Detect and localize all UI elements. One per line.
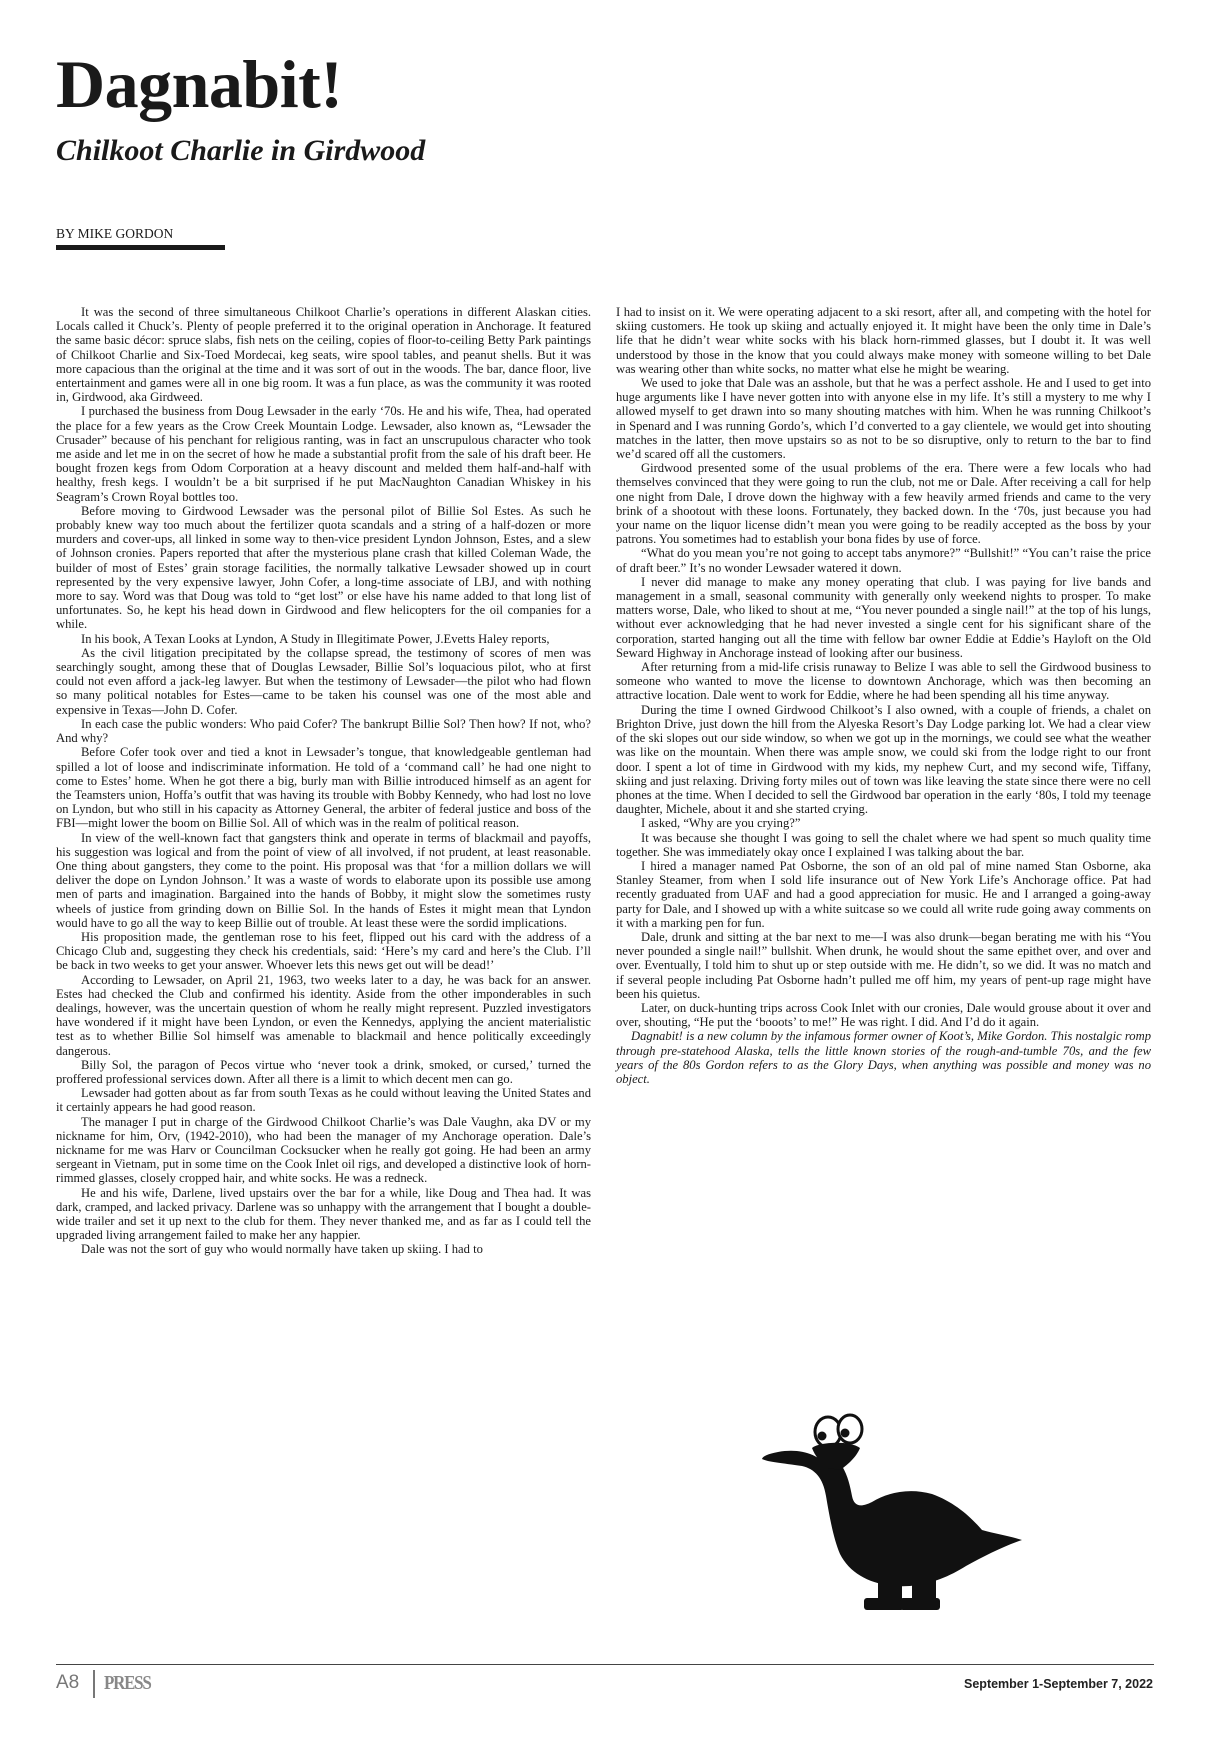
article-column-right (616, 305, 1151, 1086)
article-paragraph: The manager I put in charge of the Girdwood Chilkoot Charlie’s was Dale Vaughn, aka DV or my nickname for him, Orv, (1942-2010), who had been the manager of my Anchorage operation. Dale’s nickname for me was Harv or Councilman Cocksucker when he really got going. He had been an army sergeant in Vietnam, put in some time on the Cook Inlet oil rigs, and developed a distinctive look of horn-rimmed glasses, closely cropped hair, and white socks. He was a redneck. (56, 1114, 591, 1186)
article-paragraph: We used to joke that Dale was an asshole, but that he was a perfect asshole. He and I used to get into huge arguments like I have never gotten into with anyone else in my life. It’s still a mystery to me why I allowed myself to get drawn into so many shouting matches with him. When he was running Chilkoot’s in Spenard and I was running Gordo’s, which I’d converted to a gay clientele, we would get into shouting matches in the latter, then move upstairs so as not to be so disruptive, only to return to the bar to find we’d scared off all the customers. (616, 376, 1151, 462)
article-paragraph: Dale, drunk and sitting at the bar next to me—I was also drunk—began berating me with his “You never pounded a single nail!” bullshit. When drunk, he would shout the same epithet over, and over and over. Eventually, I told him to shut up or step outside with me. He didn’t, so we did. It was no match and if several people including Pat Osborne hadn’t pulled me off him, my years of pent-up rage might have been his quietus. (616, 929, 1151, 1001)
article-paragraph: Later, on duck-hunting trips across Cook Inlet with our cronies, Dale would grouse about it over and over, shouting, “He put the ‘booots’ to me!” He was right. I did. And I’d do it again. (616, 1000, 1151, 1030)
article-paragraph: It was the second of three simultaneous Chilkoot Charlie’s operations in different Alaskan cities. Locals called it Chuck’s. Plenty of people preferred it to the original operation in Anchorage. It featured the same basic décor: spruce slabs, fish nets on the ceiling, copies of floor-to-ceiling Betty Park paintings of Chilkoot Charlie and Six-Toed Mordecai, keg seats, wire spool tables, and peanut shells. But it was more capacious than the original at the time and it was sort of out in the woods. The bar, dance floor, live entertainment and games were all in one big room. It was a fun place, as was the community it was rooted in, Girdwood, aka Girdweed. (56, 305, 591, 405)
page-number: A8 (56, 1672, 80, 1693)
article-paragraph: Lewsader had gotten about as far from south Texas as he could without leaving the United States and it certainly appears he had good reason. (56, 1086, 591, 1115)
article-paragraph: “What do you mean you’re not going to accept tabs anymore?” “Bullshit!” “You can’t raise the price of draft beer.” It’s no wonder Lewsader watered it down. (616, 546, 1151, 575)
article-paragraph: His proposition made, the gentleman rose to his feet, flipped out his card with the address of a Chicago Club and, suggesting they check his credentials, said: ‘Here’s my card and here’s the Club. I’ll be back in two weeks to get your answer. Whoever lets this news get out will be dead!’ (56, 929, 591, 973)
article-paragraph: During the time I owned Girdwood Chilkoot’s I also owned, with a couple of friends, a chalet on Brighton Drive, just down the hill from the Alyeska Resort’s Day Lodge parking lot. We had a clear view of the ski slopes out our side window, so when we got up in the mornings, we could see what the weather was like on the mountain. When there was ample snow, we could ski from the lodge right to our front door. I spent a lot of time in Girdwood with my kids, my nephew Curt, and my second wife, Tiffany, skiing and just relaxing. Driving forty miles out of town was like leaving the state since there were no cell phones at the time. When I decided to sell the Girdwood bar operation in the early ‘80s, I told my teenage daughter, Michele, about it and she started crying. (616, 702, 1151, 817)
cartoon-duck-icon (760, 1408, 1025, 1613)
article-paragraph: After returning from a mid-life crisis runaway to Belize I was able to sell the Girdwood business to someone who wanted to move the license to downtown Anchorage, which was then becoming an attractive location. Dale went to work for Eddie, where he had been spending all his time anyway. (616, 660, 1151, 703)
article-paragraph: According to Lewsader, on April 21, 1963, two weeks later to a day, he was back for an answer. Estes had checked the Club and confirmed his identity. Aside from the other imponderables in such dealings, however, was the uncertain question of whom he really might represent. Puzzled investigators have wondered if it might have been Lyndon, or even the Kennedys, applying the ancient materialistic test as to whether Billie Sol himself was amenable to blackmail and hence politically exceedingly dangerous. (56, 972, 591, 1058)
publication-logo: PRESS (104, 1672, 151, 1694)
article-paragraph: In view of the well-known fact that gangsters think and operate in terms of blackmail and payoffs, his suggestion was logical and from the point of view of all involved, if not prudent, at least reasonable. One thing about gangsters, they come to the point. His proposal was that ‘for a million dollars we will deliver the dope on Lyndon Johnson.’ It was a waste of words to elaborate upon its possible use among men of parts and imagination. Bargained into the hands of Bobby, it might slow the sometimes rusty wheels of justice from grinding down on Billie Sol. In the hands of Estes it might mean that Lyndon would have to go all the way to keep Billie out of trouble. At least these were the sordid implications. (56, 830, 591, 930)
article-paragraph: In his book, A Texan Looks at Lyndon, A Study in Illegitimate Power, J.Evetts Haley reports, (81, 631, 550, 646)
article-paragraph: Before Cofer took over and tied a knot in Lewsader’s tongue, that knowledgeable gentleman had spilled a lot of loose and indiscriminate information. He told of a ‘command call’ he had one night to come to Estes’ home. When he got there a big, burly man with Billie introduced himself as an agent for the Teamsters union, Hoffa’s outfit that was having its trouble with Bobby Kennedy, who had lost no love on Lyndon, but who still in his capacity as Attorney General, the arbiter of federal justice and boss of the FBI—might lower the boom on Billie Sol. All of which was in the realm of political reason. (56, 745, 591, 831)
footer-rule (56, 1664, 1154, 1665)
article-paragraph: As the civil litigation precipitated by the collapse spread, the testimony of scores of men was searchingly sought, among these that of Douglas Lewsader, Billie Sol’s loquacious pilot, who at first could not even afford a jack-leg lawyer. But when the testimony of Lewsader—the pilot who had flown so many political notables for Estes—came to be taken his counsel was one of the most able and expensive in Texas—John D. Cofer. (56, 645, 591, 717)
byline-rule (56, 245, 225, 250)
editor-note: Dagnabit! is a new column by the infamous former owner of Koot’s, Mike Gordon. This nostalgic romp through pre-statehood Alaska, tells the little known stories of the rough-and-tumble 70s, and the few years of the 80s Gordon refers to as the Glory Days, when anything was possible and money was no object. (616, 1029, 1151, 1086)
footer-divider (93, 1670, 95, 1698)
article-column-left (56, 305, 591, 1257)
article-paragraph: I hired a manager named Pat Osborne, the son of an old pal of mine named Stan Osborne, aka Stanley Steamer, from when I sold life insurance out of New York Life’s Anchorage office. Pat had recently graduated from UAF and had a good appreciation for music. He and I arranged a going-away party for Dale, and I showed up with a white suitcase so we could all write rude going away comments on it with a marking pen for fun. (616, 858, 1151, 930)
article-paragraph: Dale was not the sort of guy who would normally have taken up skiing. I had to (81, 1242, 483, 1257)
article-paragraph: It was because she thought I was going to sell the chalet where we had spent so much quality time together. She was immediately okay once I explained I was talking about the bar. (616, 830, 1151, 859)
article-paragraph: I purchased the business from Doug Lewsader in the early ‘70s. He and his wife, Thea, had operated the place for a few years as the Crow Creek Mountain Lodge. Lewsader, also known as, “Lewsader the Crusader” because of his penchant for religious ranting, was in fact an unscrupulous character who took me aside and let me in on the secret of how he made a substantial profit from the sale of his draft beer. He bought frozen kegs from Odom Corporation at a heavy discount and melded them half-and-half with healthy, fresh kegs. I wouldn’t be a bit surprised if he put MacNaughton Canadian Whiskey in his Seagram’s Crown Royal bottles too. (56, 404, 591, 504)
byline: BY MIKE GORDON (56, 226, 174, 241)
article-paragraph: He and his wife, Darlene, lived upstairs over the bar for a while, like Doug and Thea had. It was dark, cramped, and lacked privacy. Darlene was so unhappy with the arrangement that I bought a double-wide trailer and set it up next to the club for them. They never thanked me, and as far as I could tell the upgraded living arrangement failed to make her any happier. (56, 1185, 591, 1243)
issue-date: September 1-September 7, 2022 (964, 1677, 1153, 1691)
article-paragraph: I asked, “Why are you crying?” (641, 816, 801, 831)
article-paragraph: Billy Sol, the paragon of Pecos virtue who ‘never took a drink, smoked, or cursed,’ turned the proffered professional services down. After all there is a limit to which decent men can go. (56, 1057, 591, 1086)
column-title: Dagnabit! (56, 46, 343, 122)
article-paragraph: In each case the public wonders: Who paid Cofer? The bankrupt Billie Sol? Then how? If not, who? And why? (56, 716, 591, 746)
article-paragraph: Girdwood presented some of the usual problems of the era. There were a few locals who had themselves convinced that they were going to run the club, not me or Dale. After receiving a call for help one night from Dale, I drove down the highway with a few heavily armed friends and came to the very brink of a shootout with these loons. Fortunately, they backed down. In the ‘70s, just because you had your name on the liquor license didn’t mean you were going to be readily accepted as the boss by your patrons. You sometimes had to establish your bona fides by use of force. (616, 461, 1151, 547)
article-paragraph-continued: I had to insist on it. We were operating adjacent to a ski resort, after all, and competing with the hotel for skiing customers. He took up skiing and actually enjoyed it. It might have been the only time in Dale’s life that he didn’t wear white socks with his black horn-rimmed glasses, but I doubt it. It was well understood by those in the know that you could always make money with someone willing to bet Dale was wearing other than white socks, no matter what else he might be wearing. (616, 305, 1151, 376)
article-paragraph: I never did manage to make any money operating that club. I was paying for live bands and management in a small, seasonal community with generally only weekend nights to prosper. To make matters worse, Dale, who liked to shout at me, “You never pounded a single nail!” at the top of his lungs, without ever acknowledging that he had never invested a single cent for his significant share of the corporation, started hanging out all the time with fellow bar owner Eddie at Eddie’s Hayloft on the Old Seward Highway in Anchorage instead of looking after our business. (616, 574, 1151, 660)
article-paragraph: Before moving to Girdwood Lewsader was the personal pilot of Billie Sol Estes. As such he probably knew way too much about the fertilizer quota scandals and a string of a half-dozen or more murders and cover-ups, all linked in some way to then-vice president Lyndon Johnson, Estes, and a slew of Johnson cronies. Papers reported that after the mysterious plane crash that killed Coleman Wade, the builder of most of Estes’ grain storage facilities, the normally talkative Lewsader showed up in court represented by the very expensive lawyer, John Cofer, a long-time associate of LBJ, and with nothing more to say. Word was that Doug was told to “get lost” or else have his name added to that long list of unfortunates. So, he kept his head down in Girdwood and flew helicopters for the oil companies for a while. (56, 503, 591, 632)
column-subtitle: Chilkoot Charlie in Girdwood (56, 134, 426, 167)
